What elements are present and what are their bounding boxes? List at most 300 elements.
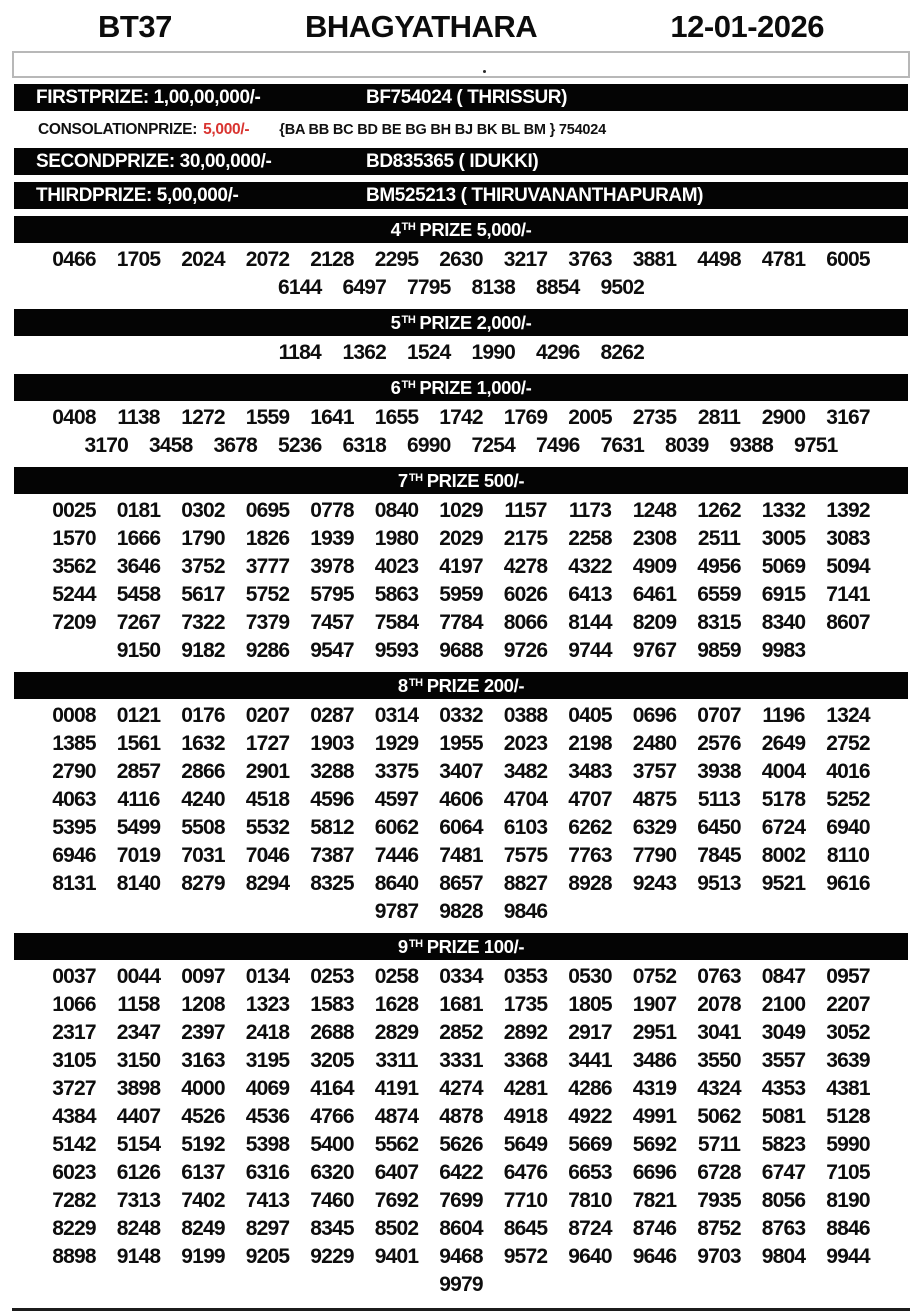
ticket-number: 1324 xyxy=(826,704,870,727)
winning-numbers-5th xyxy=(0,336,922,367)
ticket-number: 5398 xyxy=(245,1133,290,1156)
ticket-number: 4874 xyxy=(374,1105,419,1128)
ticket-number: 1332 xyxy=(761,499,806,522)
ticket-number: 6318 xyxy=(342,434,387,457)
ticket-number: 3978 xyxy=(310,555,354,578)
ticket-number: 0778 xyxy=(310,499,354,522)
prize-amount: PRIZE 1,000/- xyxy=(419,376,532,398)
ticket-number: 0121 xyxy=(116,704,161,727)
first-prize-winner: BF754024 ( THRISSUR) xyxy=(366,86,568,108)
ticket-number: 5154 xyxy=(116,1133,161,1156)
ticket-number: 9751 xyxy=(793,434,838,457)
ticket-number: 9983 xyxy=(761,639,806,662)
ticket-number: 0332 xyxy=(439,704,483,727)
ticket-number: 2649 xyxy=(761,732,806,755)
consolation-prize-row xyxy=(14,118,908,142)
ticket-number: 1681 xyxy=(439,993,483,1016)
ticket-number: 9521 xyxy=(761,872,806,895)
ticket-number: 9148 xyxy=(116,1245,161,1268)
ticket-number: 1955 xyxy=(439,732,483,755)
ticket-number: 3041 xyxy=(697,1021,741,1044)
ticket-number: 3288 xyxy=(310,760,354,783)
ticket-number: 7710 xyxy=(503,1189,548,1212)
ticket-number: 7322 xyxy=(181,611,225,634)
ticket-number: 1184 xyxy=(278,341,321,364)
ticket-number: 3639 xyxy=(826,1049,870,1072)
number-row xyxy=(38,1103,884,1131)
ticket-number: 2866 xyxy=(181,760,225,783)
ticket-number: 2005 xyxy=(568,406,612,429)
ticket-number: 6696 xyxy=(632,1161,677,1184)
prize-band-title-6th: 6 TH PRIZE 1,000/- xyxy=(14,374,908,401)
ticket-number: 7387 xyxy=(310,844,354,867)
ticket-number: 0207 xyxy=(245,704,290,727)
ticket-number: 1559 xyxy=(245,406,290,429)
ticket-number: 0025 xyxy=(52,499,96,522)
number-row xyxy=(38,898,884,926)
ticket-number: 2480 xyxy=(632,732,677,755)
ticket-number: 9243 xyxy=(632,872,677,895)
ticket-number: 8138 xyxy=(471,276,516,299)
ticket-number: 4526 xyxy=(181,1105,225,1128)
number-row xyxy=(38,842,884,870)
first-prize-label: FIRSTPRIZE: 1,00,00,000/- xyxy=(36,86,261,108)
ticket-number: 2198 xyxy=(568,732,612,755)
ticket-number: 2900 xyxy=(761,406,806,429)
ticket-number: 5752 xyxy=(245,583,290,606)
ticket-number: 7267 xyxy=(116,611,161,634)
ticket-number: 2735 xyxy=(632,406,677,429)
ticket-number: 4704 xyxy=(503,788,548,811)
ticket-number: 6728 xyxy=(697,1161,741,1184)
ticket-number: 1903 xyxy=(310,732,354,755)
ticket-number: 7631 xyxy=(600,434,645,457)
prize-rank: 5 xyxy=(390,311,401,333)
ticket-number: 5081 xyxy=(761,1105,806,1128)
ticket-number: 4286 xyxy=(568,1077,612,1100)
ticket-number: 5458 xyxy=(116,583,161,606)
ticket-number: 6329 xyxy=(632,816,677,839)
ticket-number: 8607 xyxy=(826,611,870,634)
prize-amount: PRIZE 100/- xyxy=(426,935,525,957)
ticket-number: 6320 xyxy=(310,1161,354,1184)
ticket-number: 4707 xyxy=(568,788,612,811)
ticket-number: 7282 xyxy=(52,1189,96,1212)
ticket-number: 4781 xyxy=(761,248,806,271)
ticket-number: 1705 xyxy=(116,248,161,271)
ticket-number: 0408 xyxy=(52,406,96,429)
ticket-number: 8604 xyxy=(439,1217,483,1240)
ticket-number: 3005 xyxy=(761,527,806,550)
ticket-number: 8340 xyxy=(761,611,806,634)
ticket-number: 5617 xyxy=(181,583,225,606)
draw-date: 12-01-2026 xyxy=(670,9,824,44)
prize-band-title-5th: 5 TH PRIZE 2,000/- xyxy=(14,309,908,336)
ticket-number: 2397 xyxy=(181,1021,225,1044)
number-row xyxy=(38,553,884,581)
ticket-number: 0696 xyxy=(632,704,677,727)
ticket-number: 9703 xyxy=(697,1245,741,1268)
ticket-number: 4319 xyxy=(632,1077,677,1100)
ticket-number: 5178 xyxy=(761,788,806,811)
ticket-number: 9468 xyxy=(439,1245,483,1268)
ticket-number: 9744 xyxy=(568,639,612,662)
ticket-number: 1138 xyxy=(117,406,160,429)
ticket-number: 3646 xyxy=(116,555,161,578)
prize-band-title-9th: 9 TH PRIZE 100/- xyxy=(14,933,908,960)
ticket-number: 3375 xyxy=(374,760,419,783)
ticket-number: 7763 xyxy=(568,844,612,867)
ticket-number: 8724 xyxy=(568,1217,612,1240)
ticket-number: 1826 xyxy=(245,527,290,550)
ticket-number: 3205 xyxy=(310,1049,354,1072)
ticket-number: 2308 xyxy=(632,527,677,550)
number-row xyxy=(38,637,884,665)
ticket-number: 8325 xyxy=(310,872,354,895)
ticket-number: 8345 xyxy=(310,1217,354,1240)
ticket-number: 3752 xyxy=(181,555,225,578)
ticket-number: 2688 xyxy=(310,1021,354,1044)
ticket-number: 3217 xyxy=(503,248,548,271)
ticket-number: 6103 xyxy=(503,816,548,839)
ticket-number: 1907 xyxy=(632,993,677,1016)
ticket-number: 8294 xyxy=(245,872,290,895)
prize-sections xyxy=(0,216,922,1299)
second-prize-winner: BD835365 ( IDUKKI) xyxy=(366,150,539,172)
ticket-number: 9401 xyxy=(374,1245,419,1268)
ticket-number: 4381 xyxy=(826,1077,870,1100)
ticket-number: 7254 xyxy=(471,434,516,457)
ticket-number: 6747 xyxy=(761,1161,806,1184)
ticket-number: 9828 xyxy=(439,900,483,923)
ticket-number: 5669 xyxy=(568,1133,612,1156)
ticket-number: 1385 xyxy=(52,732,96,755)
ticket-number: 7795 xyxy=(406,276,451,299)
ticket-number: 1929 xyxy=(374,732,419,755)
ticket-number: 1524 xyxy=(406,341,451,364)
ticket-number: 0008 xyxy=(52,704,96,727)
ticket-number: 4518 xyxy=(245,788,290,811)
ticket-number: 0353 xyxy=(503,965,548,988)
ticket-number: 0044 xyxy=(116,965,161,988)
ticket-number: 8898 xyxy=(52,1245,96,1268)
third-prize-winner: BM525213 ( THIRUVANANTHAPURAM) xyxy=(366,184,704,206)
ticket-number: 1362 xyxy=(342,341,387,364)
ticket-number: 5863 xyxy=(374,583,419,606)
ticket-number: 3311 xyxy=(375,1049,418,1072)
ticket-number: 8928 xyxy=(568,872,612,895)
ticket-number: 3458 xyxy=(148,434,193,457)
ticket-number: 1990 xyxy=(471,341,516,364)
ticket-number: 2207 xyxy=(826,993,870,1016)
first-prize-band xyxy=(14,84,908,111)
ticket-number: 0957 xyxy=(826,965,870,988)
ticket-number: 3105 xyxy=(52,1049,96,1072)
ticket-number: 2347 xyxy=(116,1021,161,1044)
number-row xyxy=(38,581,884,609)
ticket-number: 0287 xyxy=(310,704,354,727)
ticket-number: 6559 xyxy=(697,583,741,606)
third-prize-label: THIRDPRIZE: 5,00,000/- xyxy=(36,184,239,206)
ticket-number: 1655 xyxy=(374,406,419,429)
title-bar xyxy=(0,0,922,48)
ticket-number: 8249 xyxy=(181,1217,225,1240)
ticket-number: 6653 xyxy=(568,1161,612,1184)
ticket-number: 1666 xyxy=(116,527,161,550)
prize-band-title-7th: 7 TH PRIZE 500/- xyxy=(14,467,908,494)
ticket-number: 6126 xyxy=(116,1161,161,1184)
ticket-number: 1158 xyxy=(117,993,160,1016)
winning-numbers-4th xyxy=(0,243,922,302)
ticket-number: 7046 xyxy=(245,844,290,867)
ticket-number: 1790 xyxy=(181,527,225,550)
prize-section-9th xyxy=(0,933,922,1299)
number-row xyxy=(38,525,884,553)
ticket-number: 1939 xyxy=(310,527,354,550)
ticket-number: 6946 xyxy=(52,844,96,867)
ticket-number: 7935 xyxy=(697,1189,741,1212)
prize-section-4th xyxy=(0,216,922,302)
ticket-number: 5094 xyxy=(826,555,870,578)
ticket-number: 2023 xyxy=(503,732,548,755)
ticket-number: 7845 xyxy=(697,844,741,867)
number-row xyxy=(38,274,884,302)
ticket-number: 0840 xyxy=(374,499,419,522)
ticket-number: 1727 xyxy=(245,732,290,755)
ticket-number: 0334 xyxy=(439,965,483,988)
ticket-number: 2175 xyxy=(503,527,548,550)
ticket-number: 4878 xyxy=(439,1105,483,1128)
ticket-number: 5395 xyxy=(52,816,96,839)
ticket-number: 2829 xyxy=(374,1021,419,1044)
ticket-number: 9205 xyxy=(245,1245,290,1268)
ticket-number: 2418 xyxy=(245,1021,290,1044)
ticket-number: 5626 xyxy=(439,1133,483,1156)
prize-rank: 4 xyxy=(390,218,401,240)
ticket-number: 1173 xyxy=(568,499,612,522)
third-prize-band xyxy=(14,182,908,209)
ticket-number: 3486 xyxy=(632,1049,677,1072)
ticket-number: 5113 xyxy=(697,788,741,811)
ticket-number: 4063 xyxy=(52,788,96,811)
ticket-number: 8752 xyxy=(697,1217,741,1240)
ticket-number: 4918 xyxy=(503,1105,548,1128)
ticket-number: 4274 xyxy=(439,1077,483,1100)
ticket-number: 1735 xyxy=(503,993,548,1016)
ticket-number: 0752 xyxy=(632,965,677,988)
ticket-number: 9979 xyxy=(439,1273,483,1296)
ticket-number: 7460 xyxy=(310,1189,354,1212)
ticket-number: 5959 xyxy=(439,583,483,606)
ticket-number: 9182 xyxy=(181,639,225,662)
ticket-number: 6144 xyxy=(277,276,322,299)
ticket-number: 3777 xyxy=(245,555,290,578)
ticket-number: 7209 xyxy=(52,611,96,634)
ticket-number: 7141 xyxy=(826,583,870,606)
ticket-number: 7810 xyxy=(568,1189,612,1212)
ticket-number: 9859 xyxy=(697,639,741,662)
number-row xyxy=(38,432,884,460)
ticket-number: 7413 xyxy=(245,1189,290,1212)
ticket-number: 9593 xyxy=(374,639,419,662)
ticket-number: 1029 xyxy=(439,499,483,522)
ticket-number: 5192 xyxy=(181,1133,225,1156)
ticket-number: 7481 xyxy=(439,844,483,867)
ticket-number: 2128 xyxy=(310,248,354,271)
ticket-number: 9502 xyxy=(600,276,645,299)
ticket-number: 3763 xyxy=(568,248,612,271)
ticket-number: 0388 xyxy=(503,704,548,727)
winning-numbers-6th xyxy=(0,401,922,460)
ticket-number: 1980 xyxy=(374,527,419,550)
ticket-number: 1742 xyxy=(439,406,483,429)
ticket-number: 8297 xyxy=(245,1217,290,1240)
number-row xyxy=(38,1131,884,1159)
ticket-number: 2029 xyxy=(439,527,483,550)
second-prize-band xyxy=(14,148,908,175)
ticket-number: 0097 xyxy=(181,965,225,988)
ticket-number: 8039 xyxy=(664,434,709,457)
ticket-number: 8827 xyxy=(503,872,548,895)
ticket-number: 7496 xyxy=(535,434,580,457)
ticket-number: 2258 xyxy=(568,527,612,550)
consolation-amount: 5,000/- xyxy=(203,121,250,138)
ticket-number: 3678 xyxy=(213,434,258,457)
ticket-number: 7402 xyxy=(181,1189,225,1212)
ticket-number: 8002 xyxy=(761,844,806,867)
ticket-number: 4240 xyxy=(181,788,225,811)
ticket-number: 1561 xyxy=(116,732,161,755)
number-row xyxy=(38,702,884,730)
ticket-number: 6413 xyxy=(568,583,612,606)
ticket-number: 8110 xyxy=(826,844,870,867)
prize-section-8th xyxy=(0,672,922,926)
ticket-number: 8262 xyxy=(600,341,645,364)
ticket-number: 8846 xyxy=(826,1217,870,1240)
ticket-number: 3167 xyxy=(826,406,870,429)
ticket-number: 1583 xyxy=(310,993,354,1016)
ticket-number: 6407 xyxy=(374,1161,419,1184)
ticket-number: 1262 xyxy=(697,499,741,522)
ticket-number: 5823 xyxy=(761,1133,806,1156)
ticket-number: 4281 xyxy=(503,1077,548,1100)
ticket-number: 9199 xyxy=(181,1245,225,1268)
ticket-number: 6023 xyxy=(52,1161,96,1184)
ticket-number: 8209 xyxy=(632,611,677,634)
ticket-number: 6915 xyxy=(761,583,806,606)
blank-box xyxy=(12,51,910,78)
prize-section-6th xyxy=(0,374,922,460)
ticket-number: 3163 xyxy=(181,1049,225,1072)
ticket-number: 0405 xyxy=(568,704,612,727)
ticket-number: 4991 xyxy=(632,1105,677,1128)
ticket-number: 3757 xyxy=(632,760,677,783)
ticket-number: 9640 xyxy=(568,1245,612,1268)
ticket-number: 6316 xyxy=(245,1161,290,1184)
ticket-number: 6422 xyxy=(439,1161,483,1184)
number-row xyxy=(38,609,884,637)
ticket-number: 4023 xyxy=(374,555,419,578)
ticket-number: 9286 xyxy=(245,639,290,662)
winning-numbers-7th xyxy=(0,494,922,665)
ticket-number: 9846 xyxy=(503,900,548,923)
ticket-number: 2917 xyxy=(568,1021,612,1044)
ticket-number: 0258 xyxy=(374,965,419,988)
prize-rank: 8 xyxy=(397,674,408,696)
number-row xyxy=(38,730,884,758)
ticket-number: 7699 xyxy=(439,1189,483,1212)
ticket-number: 5795 xyxy=(310,583,354,606)
ticket-number: 7575 xyxy=(503,844,548,867)
ticket-number: 8746 xyxy=(632,1217,677,1240)
ticket-number: 4353 xyxy=(761,1077,806,1100)
ticket-number: 5244 xyxy=(52,583,96,606)
ticket-number: 5499 xyxy=(116,816,161,839)
ticket-number: 3483 xyxy=(568,760,612,783)
ticket-number: 5812 xyxy=(310,816,354,839)
prize-section-5th xyxy=(0,309,922,367)
ticket-number: 9804 xyxy=(761,1245,806,1268)
ticket-number: 3195 xyxy=(245,1049,290,1072)
ticket-number: 1805 xyxy=(568,993,612,1016)
ticket-number: 7019 xyxy=(116,844,161,867)
number-row xyxy=(38,870,884,898)
ticket-number: 2078 xyxy=(697,993,741,1016)
ticket-number: 1066 xyxy=(52,993,96,1016)
ticket-number: 0695 xyxy=(245,499,290,522)
ticket-number: 8315 xyxy=(697,611,741,634)
ticket-number: 3562 xyxy=(52,555,96,578)
ticket-number: 8854 xyxy=(535,276,580,299)
ticket-number: 6450 xyxy=(697,816,741,839)
ticket-number: 0763 xyxy=(697,965,741,988)
ticket-number: 7379 xyxy=(245,611,290,634)
ticket-number: 3557 xyxy=(761,1049,806,1072)
prize-rank: 6 xyxy=(390,376,401,398)
ticket-number: 8190 xyxy=(826,1189,870,1212)
ticket-number: 7692 xyxy=(374,1189,419,1212)
prize-amount: PRIZE 2,000/- xyxy=(419,311,532,333)
number-row xyxy=(38,786,884,814)
ticket-number: 7584 xyxy=(374,611,419,634)
ticket-number: 4322 xyxy=(568,555,612,578)
ticket-number: 4384 xyxy=(52,1105,96,1128)
ticket-number: 4164 xyxy=(310,1077,354,1100)
prize-amount: PRIZE 500/- xyxy=(426,469,525,491)
ticket-number: 2511 xyxy=(697,527,741,550)
ticket-number: 8144 xyxy=(568,611,612,634)
ticket-number: 4596 xyxy=(310,788,354,811)
ticket-number: 4324 xyxy=(697,1077,741,1100)
ticket-number: 2024 xyxy=(181,248,225,271)
ticket-number: 5236 xyxy=(277,434,322,457)
ticket-number: 0847 xyxy=(761,965,806,988)
ticket-number: 1392 xyxy=(826,499,870,522)
ticket-number: 5142 xyxy=(52,1133,96,1156)
ticket-number: 4000 xyxy=(181,1077,225,1100)
ticket-number: 5711 xyxy=(697,1133,741,1156)
number-row xyxy=(38,963,884,991)
ticket-number: 0466 xyxy=(52,248,96,271)
ticket-number: 4197 xyxy=(439,555,483,578)
prize-band-title-8th: 8 TH PRIZE 200/- xyxy=(14,672,908,699)
ticket-number: 6064 xyxy=(439,816,483,839)
ticket-number: 3170 xyxy=(84,434,129,457)
ticket-number: 1570 xyxy=(52,527,96,550)
ticket-number: 6476 xyxy=(503,1161,548,1184)
ticket-number: 2811 xyxy=(697,406,741,429)
ticket-number: 8066 xyxy=(503,611,548,634)
